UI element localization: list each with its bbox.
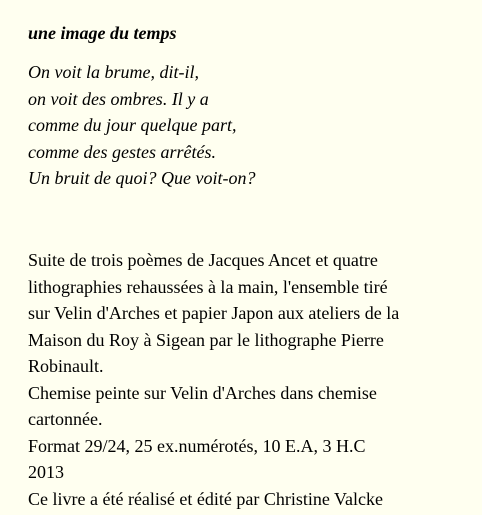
page-title: une image du temps	[28, 23, 177, 43]
description-line: Robinault.	[28, 356, 104, 376]
description-line: Format 29/24, 25 ex.numérotés, 10 E.A, 3 H.C	[28, 435, 366, 456]
description-line: Ce livre a été réalisé et édité par Christine Valcke	[28, 488, 384, 509]
description-line: sur Velin d'Arches et papier Japon aux ateliers de la	[28, 303, 400, 323]
poem-line: comme du jour quelque part,	[28, 115, 237, 135]
description-line: lithographies rehaussées à la main, l'ensemble tiré	[28, 276, 388, 297]
description-line: Chemise peinte sur Velin d'Arches dans chemise	[28, 382, 377, 403]
poem-block	[28, 59, 255, 192]
poem-line: on voit des ombres. Il y a	[28, 88, 209, 109]
description-line: 2013	[28, 462, 64, 482]
poem-line: Un bruit de quoi? Que voit-on?	[28, 168, 256, 188]
description-line: Maison du Roy à Sigean par le lithographe Pierre	[28, 329, 384, 350]
poem-line: comme des gestes arrêtés.	[28, 141, 216, 162]
poem-line: On voit la brume, dit-il,	[28, 62, 199, 82]
description-line: cartonnée.	[28, 409, 103, 429]
description-block	[28, 247, 478, 512]
description-line: Suite de trois poèmes de Jacques Ancet et quatre	[28, 250, 378, 270]
